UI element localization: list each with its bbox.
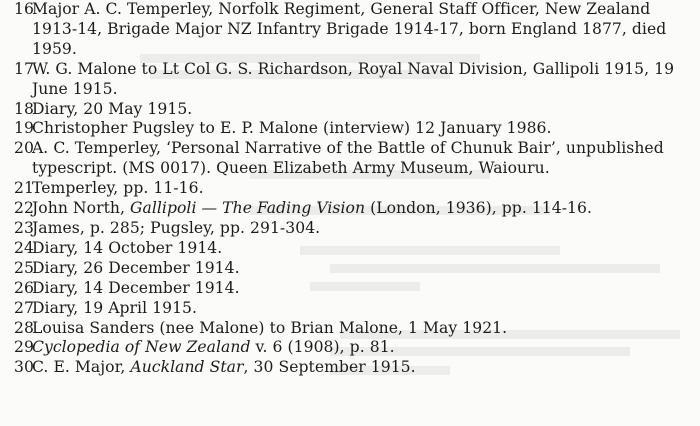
text-segment: Christopher Pugsley to E. P. Malone (interview) 12 January 1986. [32,119,552,138]
footnote [14,319,696,339]
text-segment: Diary, 14 October 1914. [32,238,223,257]
text-segment: John North, [32,199,130,218]
footnote [14,279,696,299]
text-segment: (London, 1936), pp. 114-16. [365,199,593,218]
footnote-number: 16 [14,0,34,18]
footnote-text [32,139,664,177]
footnote-text [32,319,507,337]
footnote [14,259,696,279]
italic-title: Auckland Star [130,358,244,377]
footnote-number: 24 [14,238,34,257]
footnote-number: 25 [14,258,34,277]
footnote-list [14,0,696,378]
footnote-number: 18 [14,99,34,118]
footnote-number: 23 [14,218,34,237]
text-segment: v. 6 (1908), p. 81. [250,338,395,357]
footnote-text [32,279,240,297]
footnote-number: 30 [14,358,34,377]
footnote [14,358,696,378]
footnote [14,139,696,179]
footnote-number: 17 [14,59,34,78]
footnote-number: 26 [14,278,34,297]
text-segment: A. C. Temperley, ‘Personal Narrative of the Battle of Chunuk Bair’, unpublished typescript. (MS 0017). Queen Elizabeth Army Museum, Waiouru. [32,139,664,178]
text-segment: Diary, 26 December 1914. [32,258,240,277]
footnote [14,119,696,139]
text-segment: Temperley, pp. 11-16. [32,179,204,198]
footnote-number: 22 [14,199,34,218]
footnote-number: 19 [14,119,34,138]
footnote-text [32,239,222,257]
text-segment: Diary, 19 April 1915. [32,298,198,317]
footnote-number: 27 [14,298,34,317]
footnote [14,199,696,219]
text-segment: Diary, 14 December 1914. [32,278,240,297]
footnote [14,239,696,259]
footnote-text [32,60,674,98]
footnote-number: 29 [14,338,34,357]
footnote-text [32,299,197,317]
footnote [14,219,696,239]
footnote [14,179,696,199]
footnote-text [32,119,552,137]
footnote-text [32,100,192,118]
footnote-text [32,259,240,277]
text-segment: C. E. Major, [32,358,131,377]
text-segment: James, p. 285; Pugsley, pp. 291-304. [32,218,321,237]
footnote [14,338,696,358]
footnote [14,299,696,319]
text-segment: W. G. Malone to Lt Col G. S. Richardson, Royal Naval Division, Gallipoli 1915, 19 June 1915. [32,59,675,98]
footnote-text [32,338,395,356]
footnote-text [32,219,320,237]
footnote [14,100,696,120]
footnote-number: 21 [14,179,34,198]
italic-title: Cyclopedia of New Zealand [32,338,251,357]
text-segment: Diary, 20 May 1915. [32,99,193,118]
text-segment: Major A. C. Temperley, Norfolk Regiment, General Staff Officer, New Zealand 1913-14, Brigade Major NZ Infantry Brigade 1914-17, born England 1877, died 1959. [32,0,667,58]
footnote-text [32,179,204,197]
footnote-number: 28 [14,318,34,337]
footnote-text [32,0,666,58]
footnote-text [32,358,416,376]
footnote-text [32,199,592,217]
text-segment: , 30 September 1915. [243,358,416,377]
footnote [14,0,696,60]
text-segment: Louisa Sanders (nee Malone) to Brian Malone, 1 May 1921. [32,318,508,337]
footnote-number: 20 [14,139,34,158]
footnote [14,60,696,100]
italic-title: Gallipoli — The Fading Vision [130,199,366,218]
